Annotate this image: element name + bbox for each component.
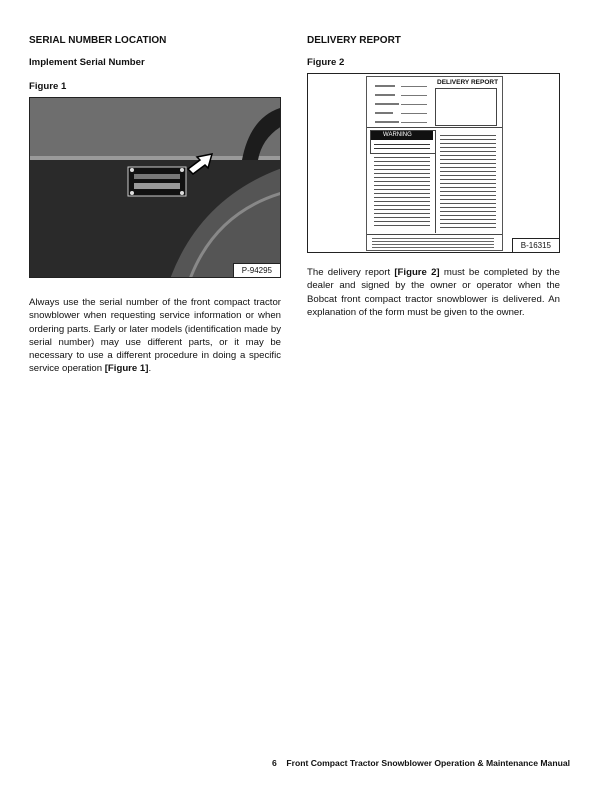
- serial-number-heading: SERIAL NUMBER LOCATION: [29, 35, 167, 46]
- delivery-report-form: [366, 76, 503, 251]
- body-text: Always use the serial number of the front compact tractor snowblower when requesting service information or when ordering parts. Early or later models (identification made by serial number) may use different parts, or it may be necessary to use a different procedure in doing a specific service operation: [29, 297, 281, 375]
- figure-1-label: Figure 1: [29, 81, 67, 92]
- delivery-report-paragraph: [307, 266, 560, 319]
- implement-serial-subheading: Implement Serial Number: [29, 57, 145, 68]
- body-text-end: must be completed by the dealer and signed by the owner or operator when the Bobcat front compact tractor snowblower is delivered. An explanation of the form must be given to the owner.: [307, 267, 560, 318]
- body-text: The delivery report: [307, 267, 395, 278]
- figure-1-photo: [29, 97, 281, 278]
- figure-1-reference: [Figure 1]: [104, 363, 149, 375]
- form-title: DELIVERY REPORT: [437, 79, 499, 86]
- figure-1-tag: P-94295: [233, 263, 280, 277]
- body-text-end: .: [148, 363, 152, 375]
- serial-number-paragraph: [29, 296, 281, 376]
- tractor-photo-illustration: [30, 98, 281, 278]
- figure-2-reference: [Figure 2]: [394, 267, 440, 278]
- figure-2-image: [307, 73, 560, 253]
- warning-banner: WARNING: [371, 131, 433, 140]
- page-footer: [272, 758, 570, 768]
- delivery-report-heading: DELIVERY REPORT: [307, 35, 401, 46]
- figure-2-tag: B-16315: [512, 238, 559, 252]
- page-number: 6: [272, 758, 277, 768]
- figure-2-label: Figure 2: [307, 57, 345, 68]
- manual-title: Front Compact Tractor Snowblower Operation & Maintenance Manual: [286, 758, 570, 768]
